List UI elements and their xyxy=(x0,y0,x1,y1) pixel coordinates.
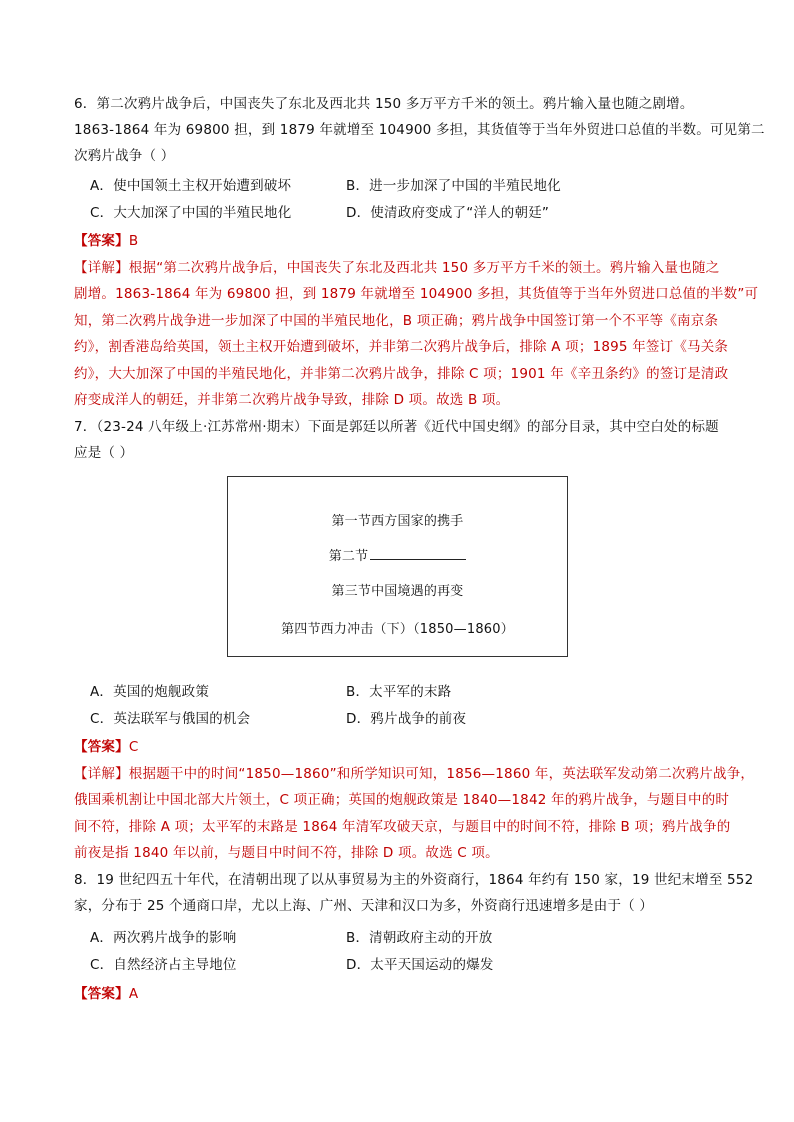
q7-answer-tag: 【答案】 xyxy=(74,739,129,755)
q7-answer xyxy=(74,737,138,757)
toc-section-2 xyxy=(228,547,567,566)
q6-option-b: B．进一步加深了中国的半殖民地化 xyxy=(346,178,561,194)
q7-option-a: A．英国的炮舰政策 xyxy=(90,684,210,700)
q6-detail-line-5: 约》，大大加深了中国的半殖民地化，并非第二次鸦片战争，排除 C 项；1901 年《辛丑条约》的签订是清政 xyxy=(74,366,729,382)
q6-stem-line-3: 次鸦片战争（ ） xyxy=(74,148,175,164)
q8-option-a: A．两次鸦片战争的影响 xyxy=(90,930,237,946)
table-of-contents-box xyxy=(227,476,568,657)
q6-answer-tag: 【答案】 xyxy=(74,233,129,249)
q7-option-b: B．太平军的末路 xyxy=(346,684,452,700)
q8-option-c: C．自然经济占主导地位 xyxy=(90,957,237,973)
q7-option-d: D．鸦片战争的前夜 xyxy=(346,711,467,727)
toc-blank-line xyxy=(370,547,466,560)
q7-answer-value: C xyxy=(128,739,139,755)
q7-detail-line-2: 俄国乘机割让中国北部大片领土，C 项正确；英国的炮舰政策是 1840—1842 年的鸦片战争，与题目中的时 xyxy=(74,792,730,808)
q8-stem-line-2: 家，分布于 25 个通商口岸，尤以上海、广州、天津和汉口为多，外资商行迅速增多是由于（ ） xyxy=(74,898,654,914)
q7-option-c: C．英法联军与俄国的机会 xyxy=(90,711,251,727)
q8-option-b: B．清朝政府主动的开放 xyxy=(346,930,493,946)
toc-section-2-label: 第二节 xyxy=(328,549,369,564)
q7-stem-line-1: 7．（23-24 八年级上·江苏常州·期末）下面是郭廷以所著《近代中国史纲》的部分目录，其中空白处的标题 xyxy=(74,419,719,435)
q8-answer xyxy=(74,984,138,1004)
q6-answer xyxy=(74,231,138,251)
q6-detail-line-4: 约》，割香港岛给英国，领土主权开始遭到破坏，并非第二次鸦片战争后，排除 A 项；1895 年签订《马关条 xyxy=(74,339,729,355)
q7-detail-line-1: 【详解】根据题干中的时间“1850—1860”和所学知识可知，1856—1860 年，英法联军发动第二次鸦片战争， xyxy=(74,766,755,782)
q7-detail-line-4: 前夜是指 1840 年以前，与题目中时间不符，排除 D 项。故选 C 项。 xyxy=(74,845,499,861)
q7-detail-line-3: 间不符，排除 A 项；太平军的末路是 1864 年清军攻破天京，与题目中的时间不符，排除 B 项；鸦片战争的 xyxy=(74,819,731,835)
q8-option-d: D．太平天国运动的爆发 xyxy=(346,957,494,973)
q6-answer-value: B xyxy=(128,233,139,249)
q6-option-c: C．大大加深了中国的半殖民地化 xyxy=(90,205,292,221)
toc-section-3: 第三节中国境遇的再变 xyxy=(331,584,464,599)
toc-section-1: 第一节西方国家的携手 xyxy=(331,514,464,529)
q6-stem-line-1: 6．第二次鸦片战争后，中国丧失了东北及西北共 150 多万平方千米的领土。鸦片输入量也随之剧增。 xyxy=(74,96,694,112)
q6-option-a: A．使中国领土主权开始遭到破坏 xyxy=(90,178,292,194)
q6-option-d: D．使清政府变成了“洋人的朝廷” xyxy=(346,205,550,221)
toc-section-4: 第四节西力冲击（下）（1850—1860） xyxy=(281,622,514,637)
q8-answer-tag: 【答案】 xyxy=(74,986,129,1002)
q8-answer-value: A xyxy=(128,986,139,1002)
q6-detail-line-2: 剧增。1863-1864 年为 69800 担，到 1879 年就增至 104900 多担，其货值等于当年外贸进口总值的半数”可 xyxy=(74,286,759,302)
q6-stem-line-2: 1863-1864 年为 69800 担，到 1879 年就增至 104900 多担，其货值等于当年外贸进口总值的半数。可见第二 xyxy=(74,122,765,138)
q6-detail-line-6: 府变成洋人的朝廷，并非第二次鸦片战争导致，排除 D 项。故选 B 项。 xyxy=(74,392,510,408)
q6-detail-line-1: 【详解】根据“第二次鸦片战争后，中国丧失了东北及西北共 150 多万平方千米的领土。鸦片输入量也随之 xyxy=(74,260,720,276)
q8-stem-line-1: 8．19 世纪四五十年代，在清朝出现了以从事贸易为主的外资商行，1864 年约有 150 家，19 世纪末增至 552 xyxy=(74,872,754,888)
q6-detail-line-3: 知，第二次鸦片战争进一步加深了中国的半殖民地化，B 项正确；鸦片战争中国签订第一个不平等《南京条 xyxy=(74,313,719,329)
q7-stem-line-2: 应是（ ） xyxy=(74,445,134,461)
